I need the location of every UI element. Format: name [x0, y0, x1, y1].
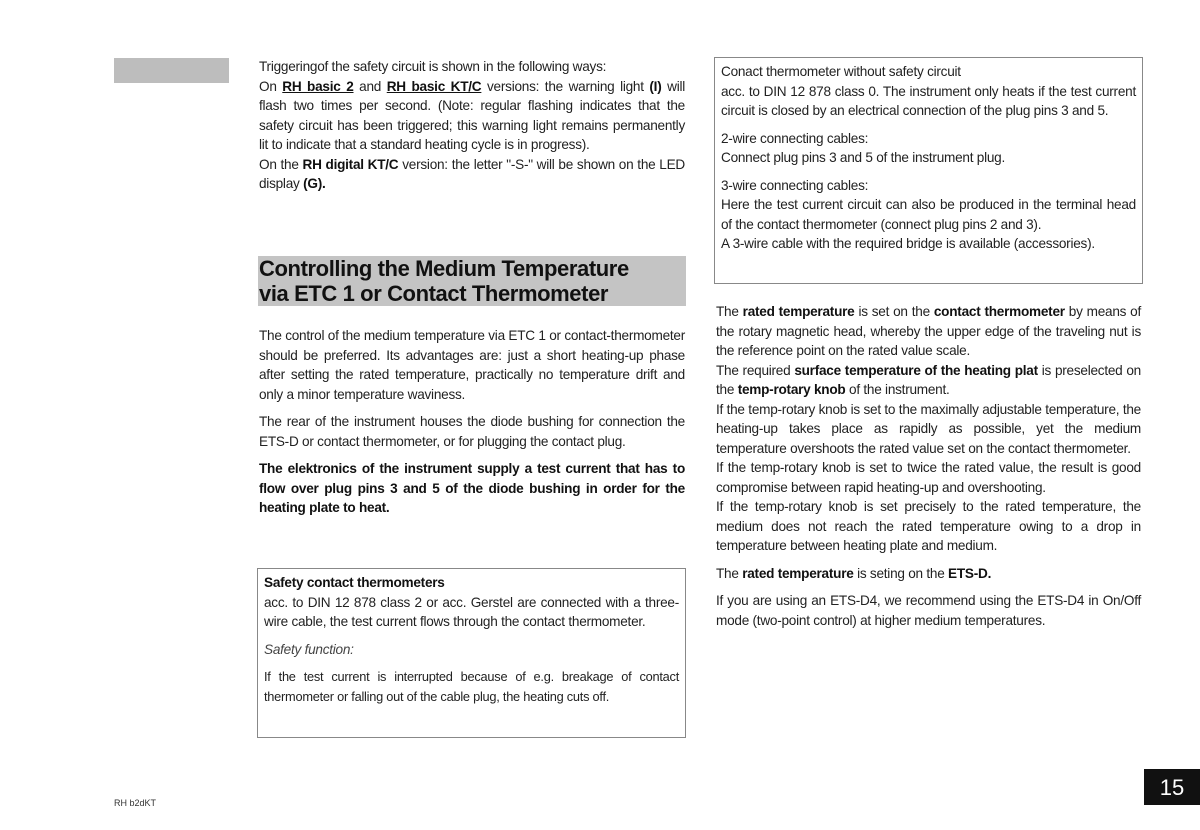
three-wire-text: Here the test current circuit can also be produced in the terminal head of the contact thermometer (connect plug pins 2 and 3). [721, 197, 1136, 232]
paragraph [716, 302, 1141, 361]
bold-text: contact thermometer [933, 304, 1065, 319]
text: will flash two times per second. (Note: regular flashing indicates that the safety circuit has been triggered; this warning light remains permanently lit to indicate that a standard heating cycle is in progress). [259, 78, 686, 152]
box-subtitle: Safety function: [264, 641, 354, 657]
box-title: Safety contact thermometers [264, 575, 445, 590]
section-marker-bar [114, 58, 229, 83]
heading-line-1: Controlling the Medium Temperature [259, 256, 629, 281]
text: The rear of the instrument houses the diode bushing for connection the ETS-D or contact thermometer, or for plugging the contact plug. [259, 414, 685, 449]
bold-text: RH digital KT/C [302, 156, 399, 172]
control-description-text [259, 326, 685, 518]
paragraph [716, 564, 1141, 584]
bold-text: (I) [649, 78, 662, 94]
text: Triggeringof the safety circuit is shown in the following ways: [259, 59, 607, 74]
text: The [716, 565, 743, 581]
heading-line-2: via ETC 1 or Contact Thermometer [259, 281, 609, 306]
text: On the [259, 156, 303, 172]
text: If the temp-rotary knob is set to the maximally adjustable temperature, the heating-up takes place as rapidly as possible, yet the medium temperature overshoots the rated value set on the contact thermometer. [716, 401, 1141, 456]
text: version: the letter "-S-" will be shown on the LED display [259, 156, 685, 191]
text: is set on the [854, 304, 934, 319]
text: If the temp-rotary knob is set precisely to the rated temperature, the medium does not reach the rated temperature owing to a drop in temperature between heating plate and medium. [716, 499, 1141, 553]
paragraph [259, 155, 685, 194]
box-title: Conact thermometer without safety circuit [721, 64, 961, 79]
text: The control of the medium temperature via ETC 1 or contact-thermometer should be preferred. Its advantages are: just a short heating-up phase after setting the rated temperature, practically no temperature drift and only a minor temperature waviness. [259, 328, 685, 402]
text: by means of the rotary magnetic head, whereby the upper edge of the traveling nut is the reference point on the rated value scale. [716, 304, 1142, 358]
paragraph [716, 361, 1141, 400]
bold-text: rated temperature [742, 304, 855, 319]
document-code: RH b2dKT [114, 798, 157, 808]
bold-text: ETS-D. [948, 565, 992, 581]
bold-text: (G). [303, 176, 326, 191]
contact-thermometer-box [714, 57, 1143, 284]
paragraph [259, 77, 685, 155]
three-wire-title: 3-wire connecting cables: [721, 177, 869, 193]
paragraph [716, 497, 1141, 556]
box-text: acc. to DIN 12 878 class 0. The instrument only heats if the test current circuit is closed by an electrical connection of the plug pins 3 and 5. [721, 83, 1136, 118]
text: is preselected on the [716, 362, 1141, 397]
text: If you are using an ETS-D4, we recommend using the ETS-D4 in On/Off mode (two-point control) at higher medium temperatures. [716, 593, 1141, 628]
bold-text: The elektronics of the instrument supply a test current that has to flow over plug pins 3 and 5 of the diode bushing in order for the heating plate to heat. [259, 461, 685, 515]
bold-text: RH basic 2 [282, 78, 354, 94]
bold-text: rated temperature [742, 565, 854, 581]
bold-text: surface temperature of the heating plat [794, 362, 1038, 378]
page-number: 15 [1144, 769, 1200, 805]
text: and [353, 78, 387, 94]
box-note: If the test current is interrupted because of e.g. breakage of contact thermometer or falling out of the cable plug, the heating cuts off. [264, 669, 679, 704]
safety-contact-thermometers-box [257, 568, 686, 738]
paragraph [259, 326, 685, 404]
two-wire-title: 2-wire connecting cables: [721, 130, 869, 146]
text: of the instrument. [845, 382, 950, 397]
paragraph [259, 459, 685, 518]
safety-trigger-text [259, 57, 685, 194]
paragraph [716, 591, 1141, 630]
text: The [716, 304, 743, 319]
section-heading [258, 256, 686, 306]
text: If the temp-rotary knob is set to twice the rated value, the result is good compromise between rapid heating-up and overshooting. [716, 460, 1141, 495]
two-wire-text: Connect plug pins 3 and 5 of the instrument plug. [721, 150, 1005, 165]
paragraph [716, 400, 1141, 459]
rated-temperature-text [716, 302, 1141, 630]
paragraph [259, 412, 685, 451]
text: On [259, 78, 283, 94]
paragraph [716, 458, 1141, 497]
box-text: acc. to DIN 12 878 class 2 or acc. Gerstel are connected with a three-wire cable, the test current flows through the contact thermometer. [264, 594, 679, 629]
text: The required [716, 362, 795, 378]
paragraph [259, 57, 685, 77]
bold-text: temp-rotary knob [737, 382, 846, 397]
text: is seting on the [853, 565, 949, 581]
text: versions: the warning light [481, 78, 650, 94]
three-wire-note: A 3-wire cable with the required bridge is available (accessories). [721, 236, 1095, 251]
bold-text: RH basic KT/C [386, 78, 482, 94]
